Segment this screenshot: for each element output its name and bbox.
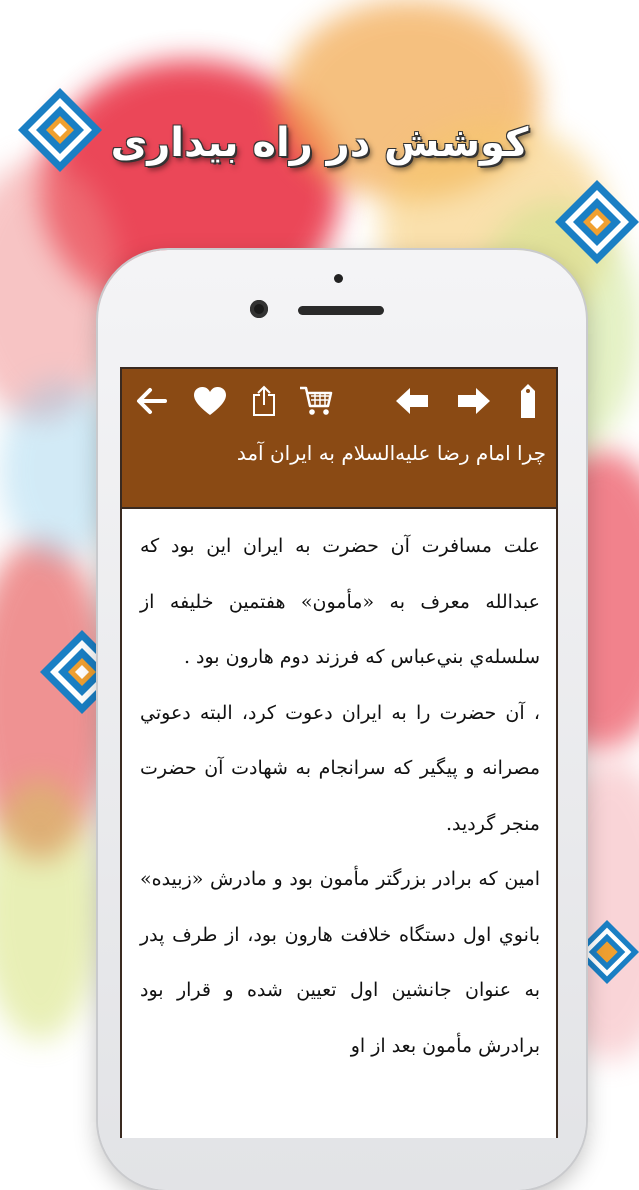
next-arrow-icon[interactable]	[456, 383, 492, 419]
phone-sensor	[334, 274, 343, 283]
phone-speaker	[298, 306, 384, 315]
promo-tagline: کوشش در راه بیداری	[110, 120, 529, 166]
diamond-ornament-icon	[555, 180, 639, 264]
article-paragraph: امین که برادر بزرگتر مأمون بود و مادرش «زبیده» بانوي اول دستگاه خلافت هارون بود، از طرف پدر به عنوان جانشین اول تعیین شده و قرار بود برادرش مأمون بعد از او	[140, 868, 540, 1057]
article-paragraph: علت مسافرت آن حضرت به ایران این بود که عبدالله معرف به «مأمون» هفتمین خلیفه از سلسله‌ي بني‌عباس که فرزند دوم هارون بود .	[140, 535, 540, 668]
article-body	[140, 519, 540, 1074]
previous-arrow-icon[interactable]	[394, 383, 430, 419]
app-toolbar	[122, 369, 556, 507]
share-icon[interactable]	[246, 383, 282, 419]
article-content[interactable]	[122, 507, 556, 1138]
heart-icon[interactable]	[192, 383, 228, 419]
article-title: چرا امام رضا علیه‌السلام به ایران آمد	[236, 441, 546, 465]
phone-camera	[250, 300, 268, 318]
app-screen	[120, 367, 558, 1138]
cart-icon[interactable]	[298, 383, 334, 419]
article-paragraph: ، آن حضرت را به ایران دعوت کرد، البته دعوتي مصرانه و پیگیر که سرانجام به شهادت آن حضرت منجر گردید.	[140, 701, 540, 835]
back-arrow-icon[interactable]	[134, 383, 170, 419]
bookmark-tag-icon[interactable]	[510, 383, 546, 419]
